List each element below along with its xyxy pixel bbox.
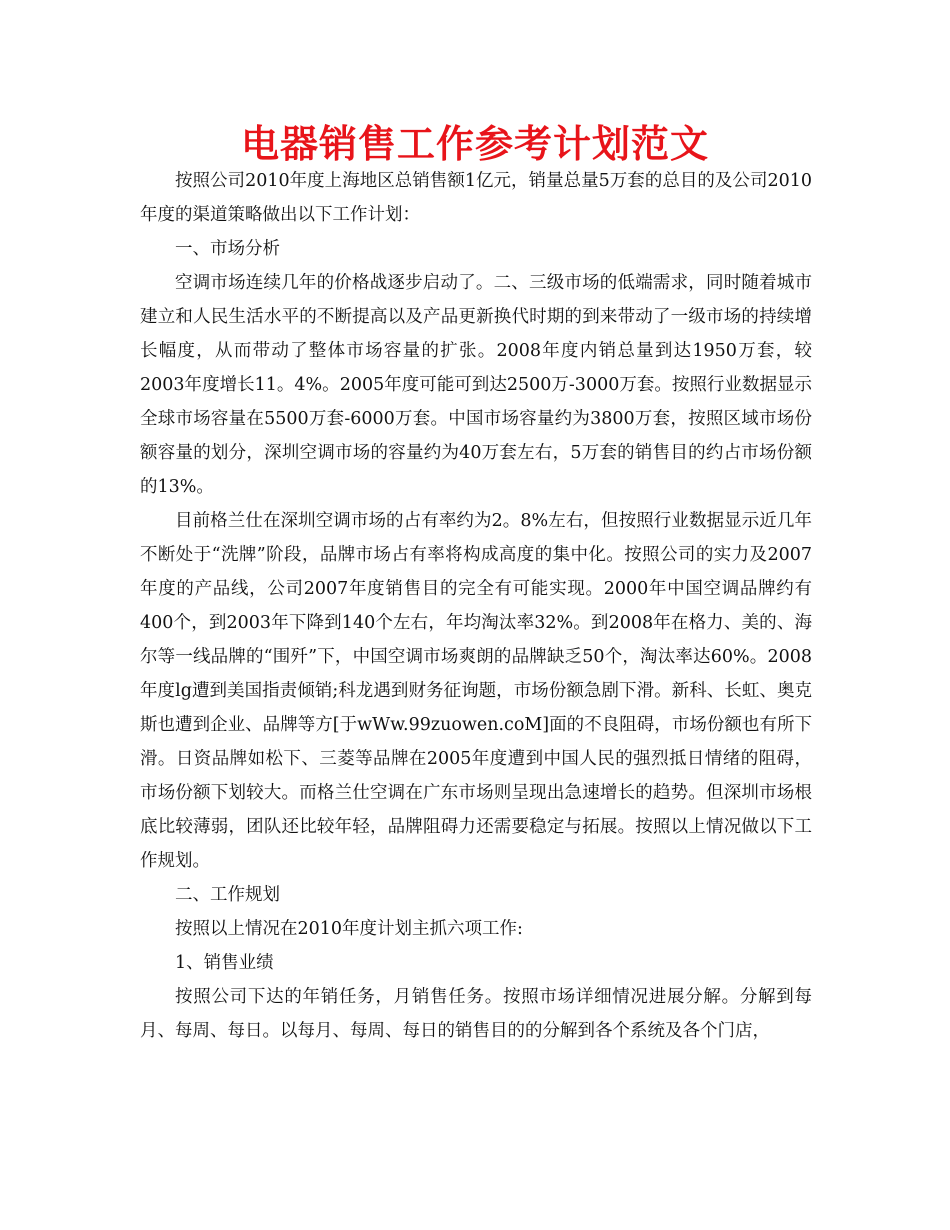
paragraph-plan-intro: 按照以上情况在2010年度计划主抓六项工作: (175, 919, 523, 939)
document-body (140, 164, 812, 1048)
paragraph-brand-competition: 目前格兰仕在深圳空调市场的占有率约为2。8%左右，但按照行业数据显示近几年不断处于“洗牌”阶段，品牌市场占有率将构成高度的集中化。按照公司的实力及2007年度的产品线，公司2007年度销售目的完全有可能实现。2000年中国空调品牌约有400个，到2003年下降到140个左右，年均淘汰率32%。到2008年在格力、美的、海尔等一线品牌的“围歼”下，中国空调市场爽朗的品牌缺乏50个，淘汰率达60%。2008年度lg遭到美国指责倾销;科龙遇到财务征询题，市场份额急剧下滑。新科、长虹、奥克斯也遭到企业、品牌等方[于wWw.99zuowen.coM]面的不良阻碍，市场份额也有所下滑。日资品牌如松下、三菱等品牌在2005年度遭到中国人民的强烈抵日情绪的阻碍，市场份额下划较大。而格兰仕空调在广东市场则呈现出急速增长的趋势。但深圳市场根底比较薄弱，团队还比较年轻，品牌阻碍力还需要稳定与拓展。按照以上情况做以下工作规划。 (140, 511, 812, 871)
paragraph-intro: 按照公司2010年度上海地区总销售额1亿元，销量总量5万套的总目的及公司2010年度的渠道策略做出以下工作计划： (140, 171, 812, 225)
paragraph-market-overview: 空调市场连续几年的价格战逐步启动了。二、三级市场的低端需求，同时随着城市建立和人民生活水平的不断提高以及产品更新换代时期的到来带动了一级市场的持续增长幅度，从而带动了整体市场容量的扩张。2008年度内销总量到达1950万套，较2003年度增长11。4%。2005年度可能可到达2500万-3000万套。按照行业数据显示全球市场容量在5500万套-6000万套。中国市场容量约为3800万套，按照区域市场份额容量的划分，深圳空调市场的容量约为40万套左右，5万套的销售目的约占市场份额的13%。 (140, 273, 812, 497)
section-heading-market-analysis: 一、市场分析 (175, 239, 280, 259)
paragraph-sales-targets: 按照公司下达的年销任务，月销售任务。按照市场详细情况进展分解。分解到每月、每周、每日。以每月、每周、每日的销售目的的分解到各个系统及各个门店， (140, 987, 812, 1041)
section-heading-work-plan: 二、工作规划 (175, 885, 280, 905)
document-title: 电器销售工作参考计划范文 (240, 122, 709, 166)
subheading-sales-performance: 1、销售业绩 (175, 953, 274, 973)
